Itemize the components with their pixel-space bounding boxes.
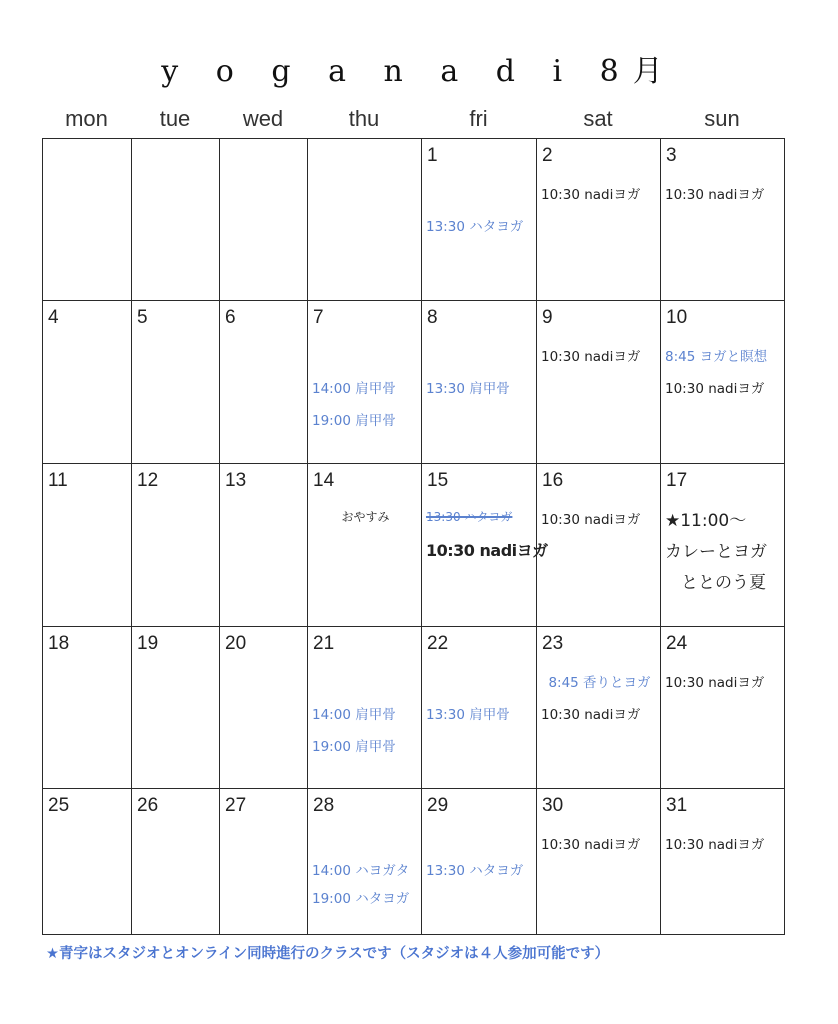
day-cell-17 [660,463,785,627]
weekday-wed: wed [242,106,284,131]
day-number: 7 [313,307,324,328]
calendar-title: y o g a n a d i 8月 [161,54,677,89]
class-entry: 13:30 肩甲骨 [426,707,510,723]
day-cell-6 [219,300,308,464]
day-number: 17 [666,470,688,491]
class-entry: 13:30 ハタヨガ [426,510,513,524]
class-entry: カレーとヨガ [665,542,767,562]
weekday-fri: fri [469,106,488,131]
class-entry: 8:45 香りとヨガ [548,675,651,691]
day-cell-23 [536,626,661,789]
class-entry: 10:30 nadiヨガ [541,349,641,365]
day-number: 21 [313,633,335,654]
day-cell-7 [307,300,422,464]
day-cell-9 [536,300,661,464]
day-number: 22 [427,633,449,654]
day-cell-21 [307,626,422,789]
class-entry: 13:30 肩甲骨 [426,381,510,397]
class-entry: 14:00 肩甲骨 [312,381,396,397]
day-number: 26 [137,795,159,816]
day-cell-22 [421,626,537,789]
empty-cell [307,138,422,301]
day-cell-1 [421,138,537,301]
day-cell-19 [131,626,220,789]
empty-cell [219,138,308,301]
class-entry: 10:30 nadiヨガ [541,187,641,203]
class-entry: ★11:00〜 [665,511,747,531]
class-entry: 10:30 nadiヨガ [426,541,548,560]
day-cell-8 [421,300,537,464]
day-cell-20 [219,626,308,789]
class-entry: 10:30 nadiヨガ [541,512,641,528]
class-entry: 10:30 nadiヨガ [665,675,765,691]
weekday-thu: thu [348,106,380,131]
day-number: 15 [427,470,449,491]
class-entry: ととのう夏 [681,573,766,593]
day-cell-31 [660,788,785,935]
day-cell-4 [42,300,132,464]
class-entry: 14:00 肩甲骨 [312,707,396,723]
day-number: 13 [225,470,247,491]
class-entry: 19:00 肩甲骨 [312,739,396,755]
empty-cell [131,138,220,301]
day-number: 8 [427,307,438,328]
day-cell-29 [421,788,537,935]
day-number: 23 [542,633,564,654]
day-cell-27 [219,788,308,935]
class-entry: 10:30 nadiヨガ [665,381,765,397]
day-cell-15 [421,463,548,627]
class-entry: 8:45 ヨガと瞑想 [665,349,768,365]
day-cell-3 [660,138,785,301]
day-number: 18 [48,633,70,654]
day-cell-28 [307,788,422,935]
class-entry: 13:30 ハタヨガ [426,219,524,235]
day-number: 29 [427,795,449,816]
day-number: 3 [666,145,677,166]
day-number: 2 [542,145,553,166]
day-cell-5 [131,300,220,464]
class-entry: 10:30 nadiヨガ [665,837,765,853]
day-cell-11 [42,463,132,627]
day-number: 9 [542,307,553,328]
day-number: 1 [427,145,438,166]
weekday-sun: sun [704,106,740,131]
day-number: 30 [542,795,564,816]
class-entry: 19:00 ハタヨガ [312,891,410,907]
day-cell-13 [219,463,308,627]
day-cell-18 [42,626,132,789]
footnote: ★青字はスタジオとオンライン同時進行のクラスです（スタジオは４人参加可能です） [46,946,610,962]
class-entry: 19:00 肩甲骨 [312,413,396,429]
day-number: 11 [48,470,68,491]
day-number: 16 [542,470,564,491]
day-number: 31 [666,795,688,816]
class-entry: 14:00 ハヨガタ [312,863,410,879]
day-number: 10 [666,307,688,328]
day-cell-14 [307,463,422,627]
weekday-tue: tue [159,106,191,131]
day-number: 5 [137,307,148,328]
class-entry: 10:30 nadiヨガ [541,707,641,723]
class-entry: 10:30 nadiヨガ [541,837,641,853]
day-cell-10 [660,300,785,464]
weekday-header [42,106,784,138]
day-cell-25 [42,788,132,935]
class-entry: 13:30 ハタヨガ [426,863,524,879]
weekday-mon: mon [65,106,108,131]
day-number: 14 [313,470,335,491]
empty-cell [42,138,132,301]
day-number: 24 [666,633,688,654]
weekday-sat: sat [583,106,613,131]
day-cell-26 [131,788,220,935]
class-entry: おやすみ [341,510,390,524]
day-cell-12 [131,463,220,627]
day-number: 19 [137,633,159,654]
day-cell-2 [536,138,661,301]
day-number: 20 [225,633,247,654]
day-cell-16 [536,463,661,627]
day-number: 6 [225,307,236,328]
class-entry: 10:30 nadiヨガ [665,187,765,203]
day-number: 28 [313,795,335,816]
day-number: 4 [48,307,59,328]
day-cell-24 [660,626,785,789]
calendar-grid [42,138,784,934]
day-number: 25 [48,795,70,816]
day-number: 27 [225,795,247,816]
day-cell-30 [536,788,661,935]
day-number: 12 [137,470,159,491]
